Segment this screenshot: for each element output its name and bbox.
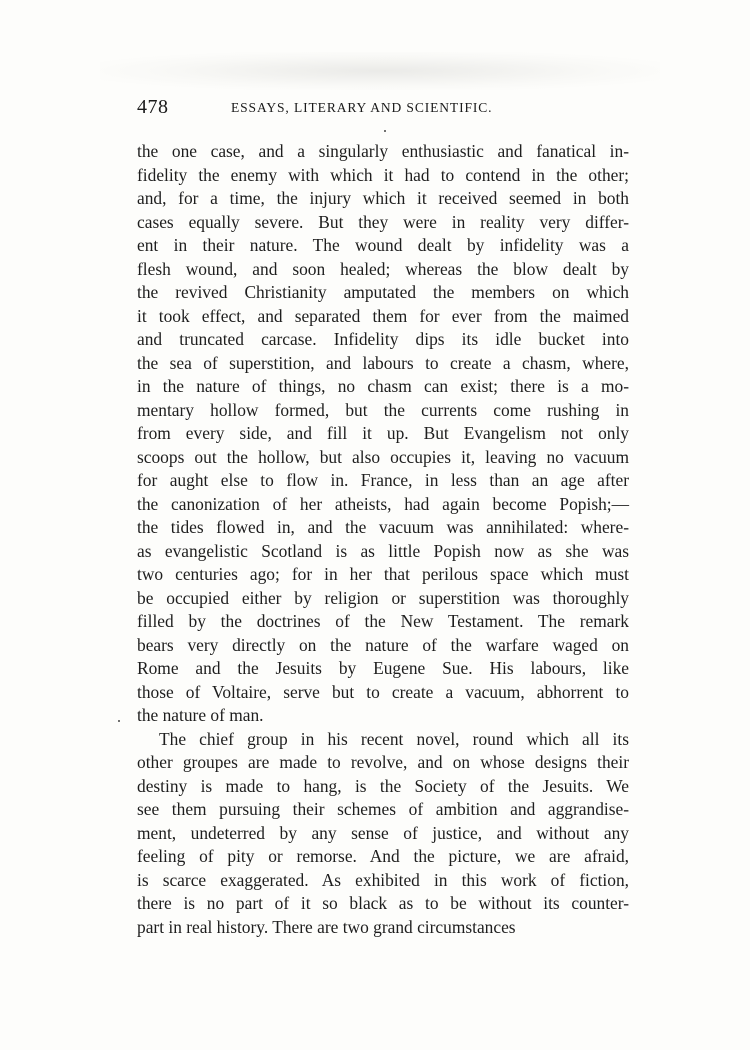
text-line: destiny is made to hang, is the Society of the Jesuits. We xyxy=(137,775,629,796)
text-line: mentary hollow formed, but the currents come rushing in xyxy=(137,399,629,420)
text-line: and, for a time, the injury which it received seemed in both xyxy=(137,188,629,208)
text-line: scoops out the hollow, but also occupies it, leaving no vacuum xyxy=(137,446,629,467)
text-line: it took effect, and separated them for ever from the maimed xyxy=(137,305,629,326)
ink-speck xyxy=(118,720,120,722)
paragraph xyxy=(137,140,629,728)
text-line: bears very directly on the nature of the warfare waged on xyxy=(137,634,629,655)
text-line: cases equally severe. But they were in reality very differ- xyxy=(137,211,629,232)
text-line: there is no part of it so black as to be without its counter- xyxy=(137,893,629,913)
text-line: flesh wound, and soon healed; whereas the blow dealt by xyxy=(137,258,629,279)
text-line: is scarce exaggerated. As exhibited in this work of fiction, xyxy=(137,869,629,890)
ink-speck xyxy=(384,130,386,132)
text-line: as evangelistic Scotland is as little Popish now as she was xyxy=(137,540,629,561)
text-line: the sea of superstition, and labours to create a chasm, where, xyxy=(137,352,629,373)
text-line: for aught else to flow in. France, in less than an age after xyxy=(137,470,629,490)
page-stain xyxy=(100,52,660,90)
running-head: ESSAYS, LITERARY AND SCIENTIFIC. xyxy=(231,100,493,115)
text-line: ment, undeterred by any sense of justice, and without any xyxy=(137,822,629,843)
text-line: feeling of pity or remorse. And the picture, we are afraid, xyxy=(137,846,629,866)
text-line: part in real history. There are two grand circumstances xyxy=(137,916,516,937)
text-line: the tides flowed in, and the vacuum was annihilated: where- xyxy=(137,517,629,537)
paragraph xyxy=(137,728,629,940)
page-number: 478 xyxy=(137,96,169,118)
page-header xyxy=(137,96,633,122)
text-line: filled by the doctrines of the New Testament. The remark xyxy=(137,611,629,631)
text-line: fidelity the enemy with which it had to contend in the other; xyxy=(137,164,629,185)
text-line: the canonization of her atheists, had again become Popish;— xyxy=(137,493,629,514)
text-line: be occupied either by religion or superstition was thoroughly xyxy=(137,587,629,608)
text-line: those of Voltaire, serve but to create a vacuum, abhorrent to xyxy=(137,681,629,702)
text-line: the nature of man. xyxy=(137,705,264,725)
body-text xyxy=(137,140,629,939)
text-line: and truncated carcase. Infidelity dips its idle bucket into xyxy=(137,329,629,349)
text-line: the revived Christianity amputated the members on which xyxy=(137,282,629,302)
text-line: from every side, and fill it up. But Evangelism not only xyxy=(137,423,629,443)
text-line: two centuries ago; for in her that perilous space which must xyxy=(137,564,629,584)
text-line: Rome and the Jesuits by Eugene Sue. His labours, like xyxy=(137,658,629,678)
text-line: ent in their nature. The wound dealt by infidelity was a xyxy=(137,235,629,255)
text-line: other groupes are made to revolve, and on whose designs their xyxy=(137,752,629,772)
text-line: The chief group in his recent novel, round which all its xyxy=(159,728,629,749)
text-line: in the nature of things, no chasm can exist; there is a mo- xyxy=(137,376,629,396)
text-line: see them pursuing their schemes of ambition and aggrandise- xyxy=(137,799,629,819)
text-line: the one case, and a singularly enthusiastic and fanatical in- xyxy=(137,141,629,161)
